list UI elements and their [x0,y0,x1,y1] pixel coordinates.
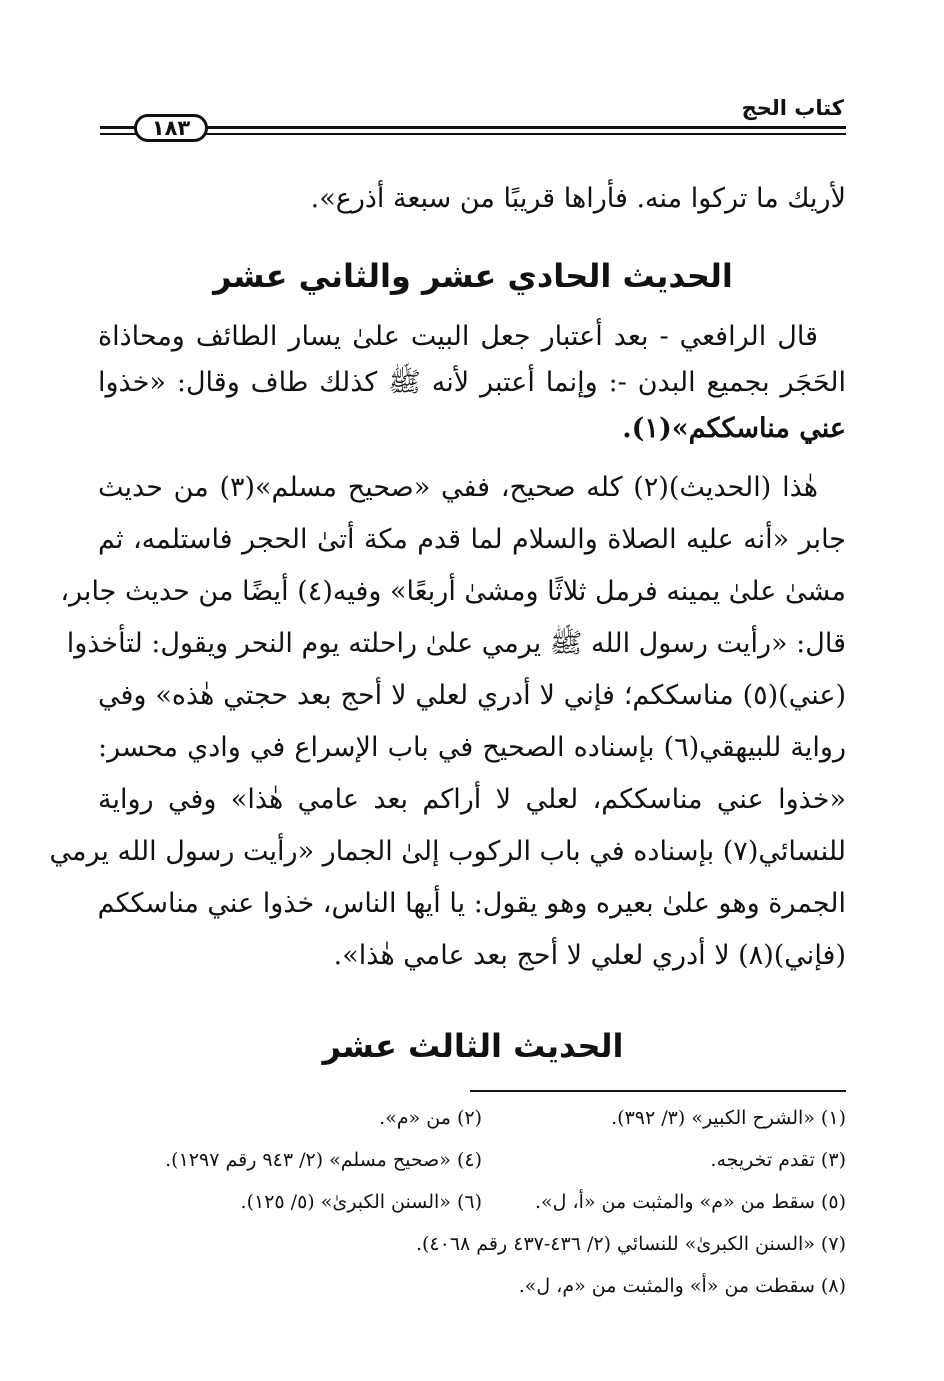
running-header-title: كتاب الحج [741,96,844,120]
text-line: قال: «رأيت رسول الله ﷺ يرمي علىٰ راحلته يوم النحر ويقول: لتأخذوا [66,628,846,659]
header-rule-bottom [100,133,846,135]
text-line: الجمرة وهو علىٰ بعيره وهو يقول: يا أيها الناس، خذوا عني مناسككم [97,888,846,919]
footnote: (١) «الشرح الكبير» (٣/ ٣٩٢). [611,1107,846,1129]
section-heading: الحديث الثالث عشر [322,1027,624,1065]
page-number-badge [134,114,208,142]
text-line: للنسائي(٧) بإسناده في باب الركوب إلىٰ الجمار «رأيت رسول الله يرمي [49,836,846,867]
footnote: (٨) سقطت من «أ» والمثبت من «م، ل». [518,1275,846,1297]
footnote-separator [470,1090,846,1092]
footnote: (٤) «صحيح مسلم» (٢/ ٩٤٣ رقم ١٢٩٧). [165,1149,482,1171]
text-line: لأريك ما تركوا منه. فأراها قريبًا من سبعة أذرع». [310,183,846,214]
text-line: (فإني)(٨) لا أدري لعلي لا أحج بعد عامي هٰذا». [333,940,846,971]
text-line: رواية للبيهقي(٦) بإسناده الصحيح في باب الإسراع في وادي محسر: [98,732,846,763]
text-line: «خذوا عني مناسككم، لعلي لا أراكم بعد عامي هٰذا» وفي رواية [98,784,846,815]
text-line: قال الرافعي - بعد أعتبار جعل البيت علىٰ يسار الطائف ومحاذاة [98,321,818,352]
text-line: جابر «أنه عليه الصلاة والسلام لما قدم مكة أتىٰ الحجر فاستلمه، ثم [98,524,846,555]
footnote: (٥) سقط من «م» والمثبت من «أ، ل». [534,1191,846,1213]
footnote: (٦) «السنن الكبرىٰ» (٥/ ١٢٥). [240,1191,482,1213]
text-line: (عني)(٥) مناسككم؛ فإني لا أدري لعلي لا أحج بعد حجتي هٰذه» وفي [98,680,846,711]
text-line: الحَجَر بجميع البدن -: وإنما أعتبر لأنه ﷺ كذلك طاف وقال: «خذوا [98,367,846,398]
footnote: (٣) تقدم تخريجه. [710,1149,846,1171]
footnote: (٧) «السنن الكبرىٰ» للنسائي (٢/ ٤٣٦-٤٣٧ رقم ٤٠٦٨). [415,1233,846,1255]
text-line: مشىٰ علىٰ يمينه فرمل ثلاثًا ومشىٰ أربعًا» وفيه(٤) أيضًا من حديث جابر، [60,576,846,607]
text-line: عني مناسككم»(١). [622,413,846,444]
header-rule-top [100,126,846,129]
footnote: (٢) من «م». [379,1107,482,1129]
page-number: ١٨٣ [151,116,191,140]
section-heading: الحديث الحادي عشر والثاني عشر [213,257,733,295]
text-line: هٰذا (الحديث)(٢) كله صحيح، ففي «صحيح مسلم»(٣) من حديث [98,472,819,503]
